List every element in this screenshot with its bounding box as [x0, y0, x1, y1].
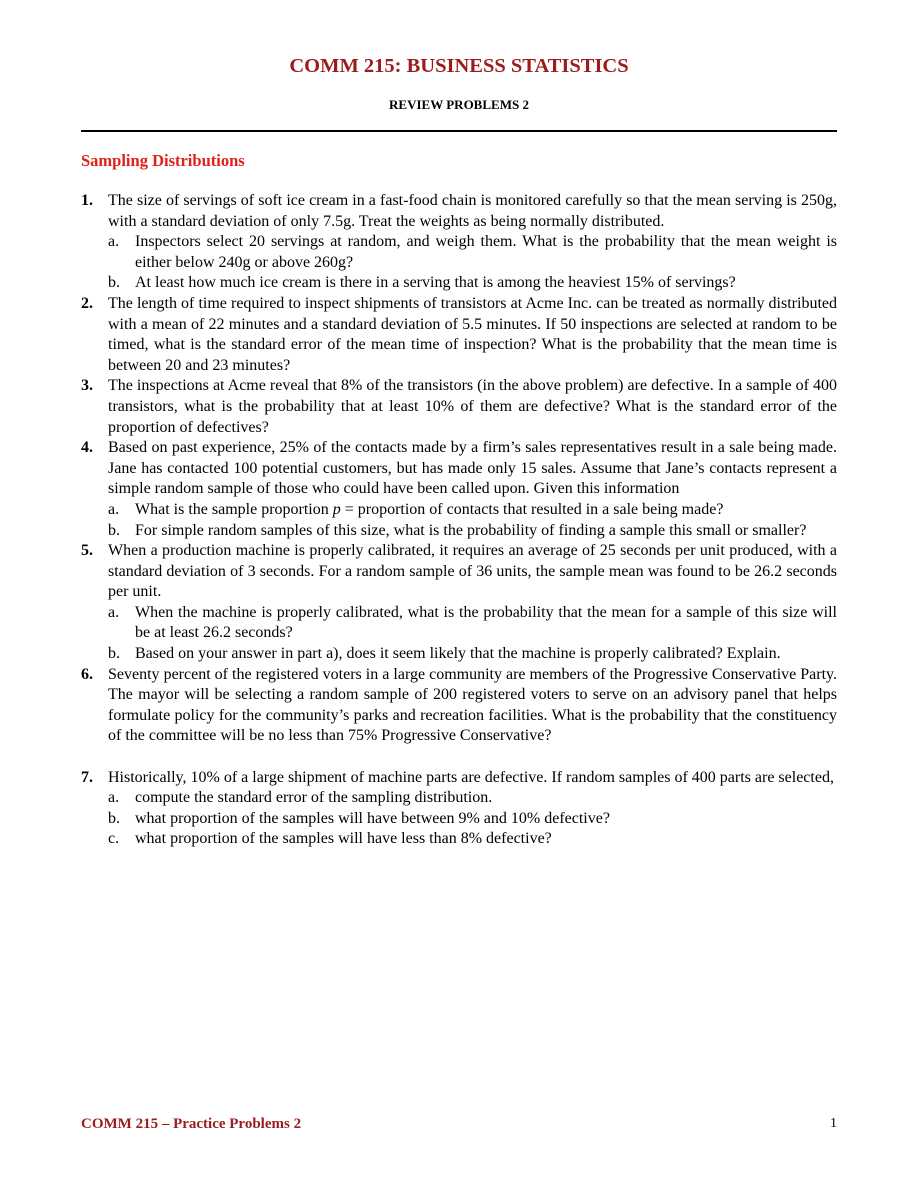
problem-text: The length of time required to inspect shipments of transistors at Acme Inc. can be treated as normally distributed with a mean of 22 minutes and a standard deviation of 5.5 minutes. If 50 inspections are selected at random to be timed, what is the standard error of the mean time of inspection? What is the probability that the mean time is between 20 and 23 minutes?: [108, 294, 837, 374]
part-text: what proportion of the samples will have between 9% and 10% defective?: [135, 809, 610, 827]
part-label: b.: [108, 809, 120, 827]
problem-6: [81, 665, 837, 747]
part-label: b.: [108, 521, 120, 539]
problem-5: [81, 541, 837, 603]
problem-7-part-a: [81, 788, 837, 809]
part-label: a.: [108, 789, 120, 807]
variable-p: p: [332, 500, 341, 518]
problem-1-part-b: [81, 273, 837, 294]
part-label: a.: [108, 233, 120, 251]
page-subtitle: REVIEW PROBLEMS 2: [389, 97, 529, 112]
problem-text: Historically, 10% of a large shipment of machine parts are defective. If random samples of 400 parts are selected,: [108, 768, 834, 786]
problem-3: [81, 376, 837, 438]
problem-7-part-b: [81, 809, 837, 830]
problem-1: [81, 191, 837, 232]
problem-number: 7.: [81, 768, 93, 786]
problem-text: Seventy percent of the registered voters in a large community are members of the Progressive Conservative Party. The mayor will be selecting a random sample of 200 registered voters to serve on an advisory panel that helps formulate policy for the community’s parks and recreation facilities. What is the probability that the constituency of the committee will be no less than 75% Progressive Conservative?: [108, 665, 837, 745]
part-label: c.: [108, 830, 120, 848]
problem-1-part-a: [81, 232, 837, 273]
problem-text: When a production machine is properly calibrated, it requires an average of 25 seconds per unit produced, with a standard deviation of 3 seconds. For a random sample of 36 units, the sample mean was found to be 26.2 seconds per unit.: [108, 542, 837, 601]
problem-text: Based on past experience, 25% of the contacts made by a firm’s sales representatives result in a sale being made. Jane has contacted 100 potential customers, but has made only 15 sales. Assume that Jane’s contacts represent a simple random sample of those who could have been called upon. Given this information: [108, 439, 837, 498]
part-text: what proportion of the samples will have less than 8% defective?: [135, 830, 552, 848]
problem-number: 1.: [81, 192, 93, 209]
problem-7-part-c: [81, 829, 837, 850]
problem-text: The size of servings of soft ice cream in a fast-food chain is monitored carefully so that the mean serving is 250g, with a standard deviation of only 7.5g. Treat the weights as being normally distributed.: [108, 192, 837, 230]
page-number: 1: [830, 1116, 837, 1131]
page-title: COMM 215: BUSINESS STATISTICS: [289, 55, 629, 77]
problem-number: 4.: [81, 439, 93, 457]
part-text: For simple random samples of this size, what is the probability of finding a sample this small or smaller?: [135, 521, 807, 539]
part-text: compute the standard error of the sampling distribution.: [135, 789, 493, 807]
part-text: When the machine is properly calibrated, what is the probability that the mean for a sample of this size will be at least 26.2 seconds?: [135, 603, 837, 642]
problem-number: 3.: [81, 377, 93, 395]
part-label: a.: [108, 500, 120, 518]
problem-4: [81, 438, 837, 500]
part-label: b.: [108, 645, 120, 663]
part-label: b.: [108, 274, 120, 292]
blank-line: [81, 747, 837, 768]
part-text: Inspectors select 20 servings at random, and weigh them. What is the probability that the mean weight is either below 240g or above 260g?: [135, 233, 837, 271]
problem-5-part-b: [81, 644, 837, 665]
part-text: At least how much ice cream is there in a serving that is among the heaviest 15% of servings?: [135, 274, 736, 292]
footer-course-label: COMM 215 – Practice Problems 2: [81, 1116, 302, 1132]
part-text-start: What is the sample proportion: [135, 500, 333, 518]
part-text-end: = proportion of contacts that resulted in a sale being made?: [340, 500, 724, 518]
problem-7: [81, 768, 837, 789]
problem-4-part-a: [81, 500, 837, 521]
problem-2: [81, 294, 837, 376]
problem-5-part-a: [81, 603, 837, 644]
problem-4-part-b: [81, 521, 837, 542]
section-heading: Sampling Distributions: [81, 151, 245, 170]
part-label: a.: [108, 603, 120, 621]
header-divider: [81, 130, 837, 132]
problem-list: [81, 191, 837, 850]
problem-number: 6.: [81, 665, 93, 683]
part-text: Based on your answer in part a), does it seem likely that the machine is properly calibrated? Explain.: [135, 645, 781, 663]
problem-text: The inspections at Acme reveal that 8% of the transistors (in the above problem) are defective. In a sample of 400 transistors, what is the probability that at least 10% of them are defective? What is the standard error of the proportion of defectives?: [108, 377, 837, 436]
problem-number: 2.: [81, 294, 93, 312]
problem-number: 5.: [81, 542, 93, 560]
